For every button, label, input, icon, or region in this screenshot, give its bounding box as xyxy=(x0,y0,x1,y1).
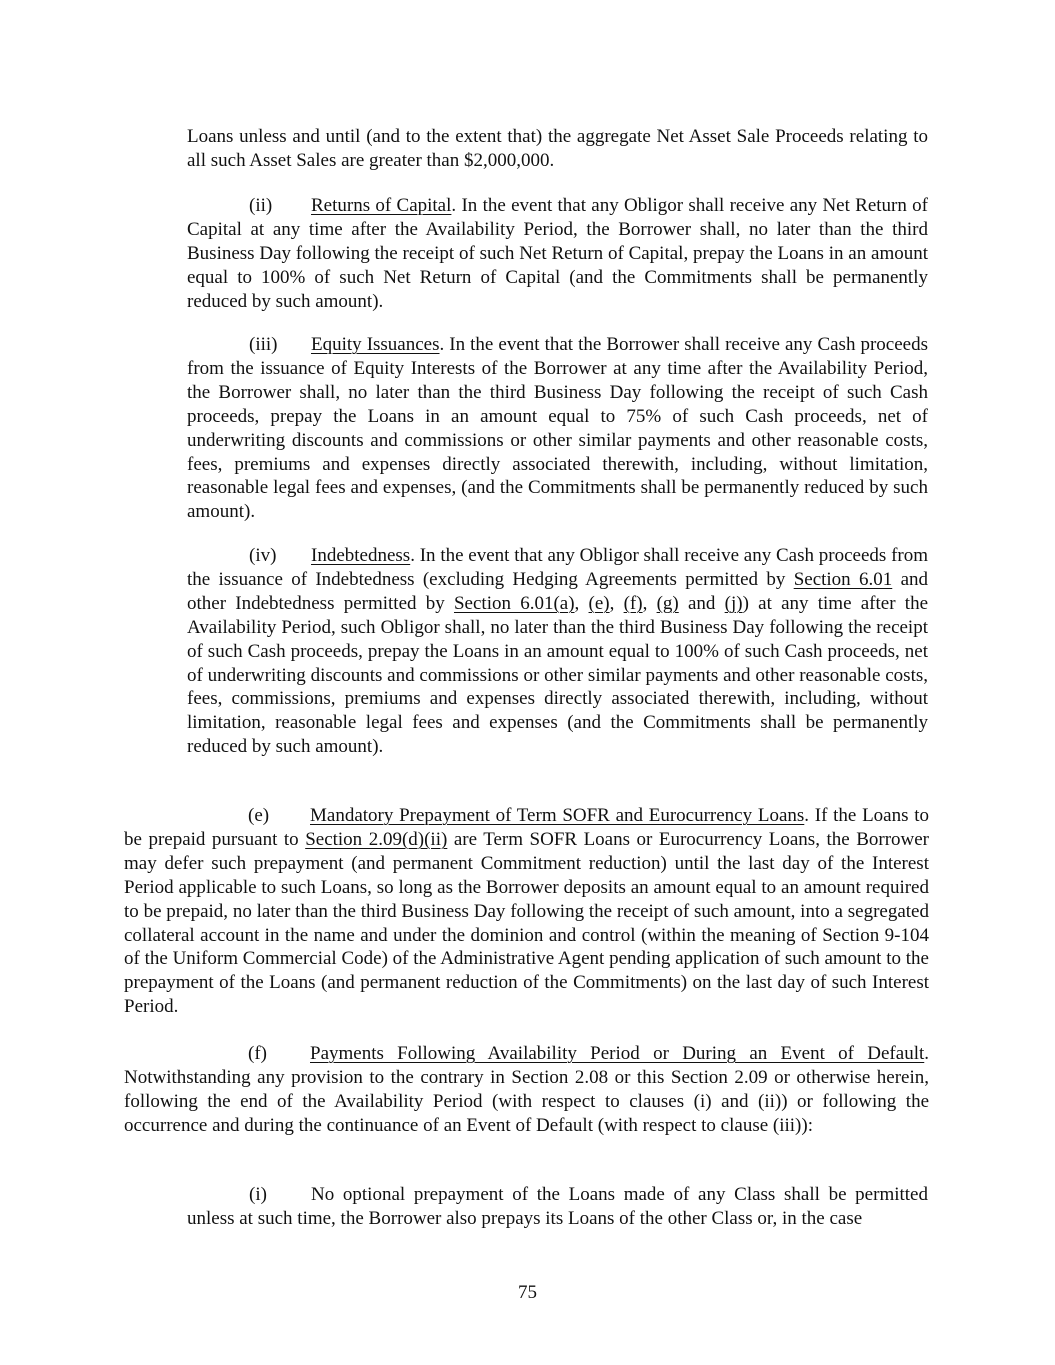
paragraph-returns-of-capital xyxy=(187,194,928,314)
paragraph-text: and other Indebtedness permitted by xyxy=(187,568,928,614)
paragraph-text: . In the event that any Obligor shall receive any Net Return of Capital at any time after the Availability Period, the Borrower shall, no later than the third Business Day following the receipt of such Net Return of Capital, prepay the Loans in an amount equal to 100% of such Net Return of Capital (and the Commitments shall be permanently reduced by such amount). xyxy=(187,195,929,312)
clause-label: (i) xyxy=(249,1184,267,1205)
separator-text: , xyxy=(574,592,589,614)
paragraph-text: . If the Loans to be prepaid pursuant to xyxy=(124,805,930,850)
paragraph-text: Loans unless and until (and to the extent that) the aggregate Net Asset Sale Proceeds relating to all such Asset Sales are greater than $2,000,000. xyxy=(187,126,928,171)
section-reference: (g) xyxy=(656,592,679,614)
section-reference: (e) xyxy=(588,592,610,614)
section-reference: (j) xyxy=(724,592,743,614)
paragraph-optional-prepayment xyxy=(187,1183,928,1231)
paragraph-text: . In the event that any Obligor shall receive any Cash proceeds from the issuance of Indebtedness (excluding Hedging Agreements permitted by xyxy=(187,545,928,590)
clause-label: (ii) xyxy=(249,195,273,216)
paragraph-indebtedness xyxy=(187,544,928,759)
paragraph-payments-following-availability xyxy=(124,1042,929,1138)
paragraph-text: . Notwithstanding any provision to the contrary in Section 2.08 or this Section 2.09 or otherwise herein, following the end of the Availability Period (with respect to clauses (i) and (ii)) or following the occurrence and during the continuance of an Event of Default (with respect to clause (iii)): xyxy=(124,1043,929,1136)
paragraph-text: are Term SOFR Loans or Eurocurrency Loans, the Borrower may defer such prepayment (and permanent Commitment reduction) until the last day of the Interest Period applicable to such Loans, so long as the Borrower deposits an amount equal to an amount required to be prepaid, no later than the third Business Day following the receipt of such amount, into a segregated collateral account in the name and under the dominion and control (within the meaning of Section 9-104 of the Uniform Commercial Code) of the Administrative Agent pending application of such amount to the prepayment of the Loans (and permanent reduction of the Commitments) on the last day of such Interest Period. xyxy=(124,828,929,1018)
separator-text: , xyxy=(609,592,624,614)
clause-label: (iv) xyxy=(249,545,277,566)
paragraph-text: ) at any time after the Availability Period, such Obligor shall, no later than the third Business Day following the receipt of such Cash proceeds, prepay the Loans in an amount equal to 100% of such Cash proceeds, net of underwriting discounts and commissions or other similar payments and other reasonable costs, fees, commissions, premiums and expenses directly associated therewith, including, without limitation, reasonable legal fees and expenses (and the Commitments shall be permanently reduced by such amount). xyxy=(187,592,928,758)
paragraph-text: No optional prepayment of the Loans made of any Class shall be permitted unless at such time, the Borrower also prepays its Loans of the other Class or, in the case xyxy=(187,1184,928,1229)
clause-label: (iii) xyxy=(249,334,278,355)
clause-label: (f) xyxy=(248,1043,267,1064)
section-reference: Section 2.09(d)(ii) xyxy=(305,828,448,850)
paragraph-asset-sale-continuation xyxy=(187,125,928,173)
clause-heading: Returns of Capital xyxy=(311,195,452,216)
clause-heading: Equity Issuances xyxy=(311,334,440,355)
clause-label: (e) xyxy=(248,805,270,826)
separator-text: and xyxy=(678,592,725,614)
clause-heading: Payments Following Availability Period or During an Event of Default xyxy=(310,1043,925,1064)
paragraph-equity-issuances xyxy=(187,333,928,524)
paragraph-mandatory-prepayment xyxy=(124,804,929,1019)
section-reference: (f) xyxy=(623,592,643,614)
section-reference: Section 6.01(a) xyxy=(453,592,575,614)
clause-heading: Indebtedness xyxy=(311,545,411,566)
clause-heading: Mandatory Prepayment of Term SOFR and Eurocurrency Loans xyxy=(310,805,805,826)
page-number: 75 xyxy=(518,1282,537,1303)
paragraph-text: . In the event that the Borrower shall receive any Cash proceeds from the issuance of Equity Interests of the Borrower at any time after the Availability Period, the Borrower shall, no later than the third Business Day following the receipt of such Cash proceeds, prepay the Loans in an amount equal to 75% of such Cash proceeds, net of underwriting discounts and commissions or other similar payments and other reasonable costs, fees, premiums and expenses directly associated therewith, including, without limitation, reasonable legal fees and expenses, (and the Commitments shall be permanently reduced by such amount). xyxy=(187,334,928,523)
separator-text: , xyxy=(642,592,657,614)
section-reference: Section 6.01 xyxy=(793,568,893,590)
